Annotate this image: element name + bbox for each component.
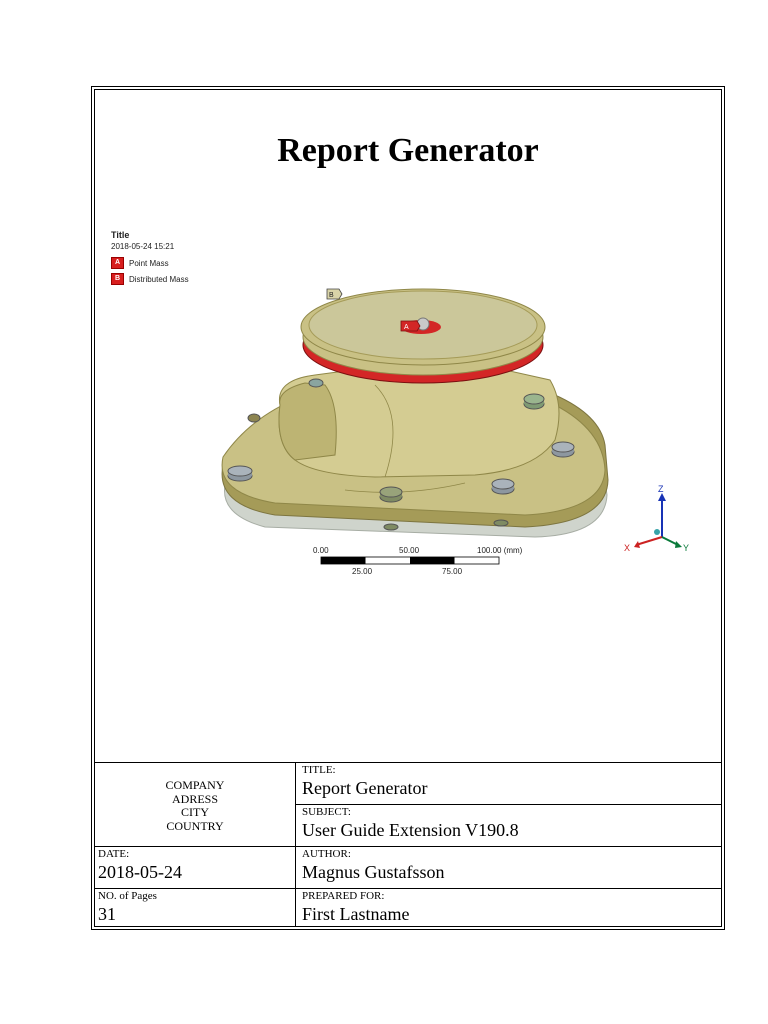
coordinate-triad (620, 485, 695, 560)
marker-a-label: A (404, 324, 409, 331)
pages-value: 31 (98, 904, 116, 924)
page-frame (91, 86, 725, 930)
date-label: DATE: (98, 848, 130, 860)
legend-item-point-mass (111, 257, 189, 269)
title-value: Report Generator (302, 778, 428, 798)
subject-value: User Guide Extension V190.8 (302, 820, 519, 840)
title-block-rule-1 (295, 804, 721, 805)
author-label: AUTHOR: (302, 848, 351, 860)
legend-date: 2018-05-24 15:21 (111, 242, 175, 251)
legend-item-distributed-mass (111, 273, 189, 285)
triad-y-label: Y (683, 543, 690, 553)
legend-label-distributed-mass: Distributed Mass (129, 274, 189, 284)
date-value: 2018-05-24 (98, 862, 182, 882)
scale-label-50: 50.00 (399, 546, 420, 555)
model-legend (111, 230, 189, 285)
title-block (95, 762, 721, 926)
report-title: Report Generator (277, 132, 539, 169)
legend-title: Title (111, 230, 130, 240)
legend-label-point-mass: Point Mass (129, 258, 169, 268)
title-block-rule-3 (95, 888, 721, 889)
scale-label-100: 100.00 (mm) (477, 546, 523, 555)
author-value: Magnus Gustafsson (302, 862, 445, 882)
legend-swatch-a: A (111, 257, 124, 269)
title-label: TITLE: (302, 764, 336, 776)
company-address (95, 779, 295, 833)
marker-b-label: B (329, 292, 334, 299)
triad-z-label: Z (658, 485, 664, 494)
scale-bar (305, 542, 545, 582)
scale-label-0: 0.00 (313, 546, 329, 555)
prepared-for-value: First Lastname (302, 904, 410, 924)
company-line: ADRESS (171, 791, 218, 806)
marker-a (401, 321, 420, 331)
legend-swatch-b: B (111, 273, 124, 285)
company-line: COMPANY (165, 778, 225, 792)
triad-x-label: X (624, 543, 631, 553)
model-render (205, 265, 615, 545)
pages-label: NO. of Pages (98, 890, 157, 902)
title-block-divider (295, 763, 296, 926)
scale-label-75: 75.00 (442, 567, 463, 576)
company-line: CITY (181, 805, 209, 819)
company-line: COUNTRY (166, 818, 224, 833)
marker-b (327, 289, 342, 299)
page-frame-inner (94, 89, 722, 927)
title-block-rule-2 (95, 846, 721, 847)
prepared-for-label: PREPARED FOR: (302, 890, 385, 902)
scale-label-25: 25.00 (352, 567, 373, 576)
subject-label: SUBJECT: (302, 806, 351, 818)
